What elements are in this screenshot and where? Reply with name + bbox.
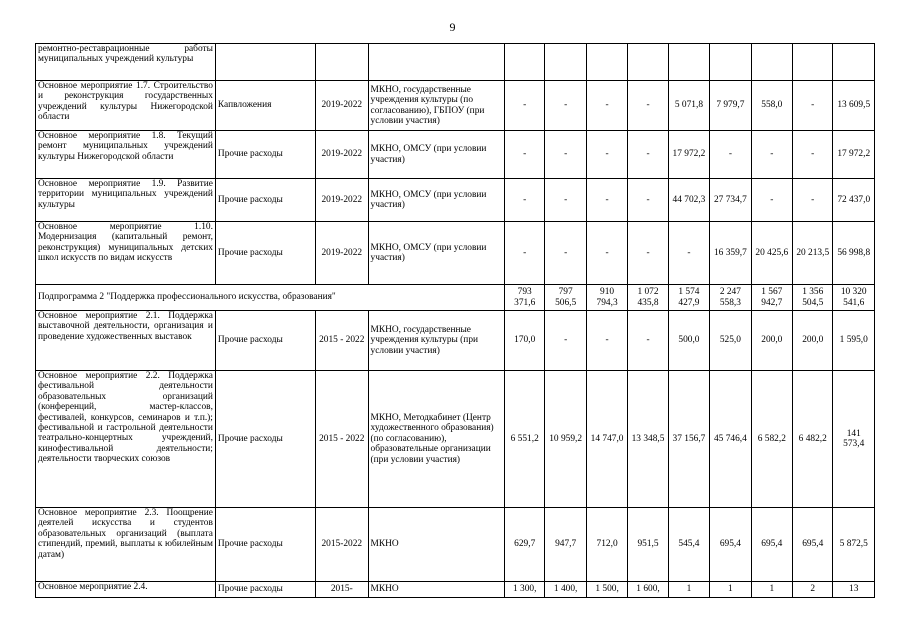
amount-cell: 7 979,7 [710,81,751,131]
amount-cell: 1 300, [505,582,545,598]
activity-name: Основное мероприятие 2.2. Поддержка фестивальной деятельности образовательных организаций (конференций, мастер-классов, фестивалей, конкурсов, семинаров и т.п.); фестивальной и гастрольной деятельности театрально-концертных учреждений, кинофестивальной деятельности; деятельности творческих союзов [36,371,216,508]
amount-cell: - [751,131,792,179]
period: 2015 - 2022 [315,371,368,508]
amount-cell: 712,0 [586,508,627,582]
amount-cell: - [586,179,627,222]
activity-name: Основное мероприятие 2.1. Поддержка выставочной деятельности, организация и проведение художественных выставок [36,311,216,371]
amount-cell [751,44,792,81]
amount-cell: - [505,222,545,285]
table-row [36,222,875,285]
amount-cell [505,44,545,81]
period [315,44,368,81]
activity-name: ремонтно-реставрационные работы муниципальных учреждений культуры [36,44,216,81]
amount-cell: 17 972,2 [668,131,709,179]
amount-cell: 1 600, [628,582,668,598]
amount-cell: - [668,222,709,285]
amount-cell: - [505,179,545,222]
expense-type: Прочие расходы [215,371,315,508]
executor: МКНО [368,508,504,582]
expense-type [215,44,315,81]
amount-cell [586,44,627,81]
amount-cell: 1 574 427,9 [668,285,709,311]
amount-cell [628,44,668,81]
amount-cell: 5 071,8 [668,81,709,131]
period: 2015-2022 [315,508,368,582]
executor: МКНО, Методкабинет (Центр художественного образования) (по согласованию), образовательные организации (при условии участия) [368,371,504,508]
amount-cell: 2 [793,582,833,598]
amount-cell: 695,4 [793,508,833,582]
amount-cell: - [586,222,627,285]
expense-type: Капвложения [215,81,315,131]
amount-cell: 10 959,2 [545,371,586,508]
amount-cell: - [793,81,833,131]
amount-cell: 13 609,5 [833,81,875,131]
expense-type: Прочие расходы [215,179,315,222]
amount-cell [793,44,833,81]
amount-cell: - [505,81,545,131]
amount-cell: - [628,179,668,222]
amount-cell: - [628,311,668,371]
amount-cell: 37 156,7 [668,371,709,508]
amount-cell: 951,5 [628,508,668,582]
amount-cell: 1 500, [586,582,627,598]
executor [368,44,504,81]
amount-cell: - [793,179,833,222]
table-row [36,311,875,371]
amount-cell: 1 400, [545,582,586,598]
amount-cell: 27 734,7 [710,179,751,222]
amount-cell: 947,7 [545,508,586,582]
amount-cell: 695,4 [710,508,751,582]
amount-cell: 6 551,2 [505,371,545,508]
table-row [36,131,875,179]
amount-cell: - [751,179,792,222]
executor: МКНО [368,582,504,598]
amount-cell: 558,0 [751,81,792,131]
amount-cell: 17 972,2 [833,131,875,179]
amount-cell: 141 573,4 [833,371,875,508]
budget-table [35,43,875,598]
amount-cell: 72 437,0 [833,179,875,222]
activity-name: Основное мероприятие 1.8. Текущий ремонт муниципальных учреждений культуры Нижегородской области [36,131,216,179]
table-row [36,582,875,598]
amount-cell: 525,0 [710,311,751,371]
amount-cell [833,44,875,81]
expense-type: Прочие расходы [215,508,315,582]
activity-name: Основное мероприятие 1.9. Развитие территории муниципальных учреждений культуры [36,179,216,222]
amount-cell: 1 [668,582,709,598]
amount-cell: 44 702,3 [668,179,709,222]
table-row [36,508,875,582]
amount-cell [710,44,751,81]
executor: МКНО, ОМСУ (при условии участия) [368,179,504,222]
amount-cell: 10 320 541,6 [833,285,875,311]
amount-cell: - [586,311,627,371]
amount-cell: - [710,131,751,179]
amount-cell: 200,0 [751,311,792,371]
executor: МКНО, ОМСУ (при условии участия) [368,222,504,285]
amount-cell: - [545,81,586,131]
amount-cell: 629,7 [505,508,545,582]
amount-cell: - [586,131,627,179]
activity-name: Основное мероприятие 1.7. Строительство и реконструкция государственных учреждений культуры Нижегородской области [36,81,216,131]
table-row [36,285,875,311]
amount-cell: 45 746,4 [710,371,751,508]
amount-cell: - [628,81,668,131]
amount-cell [545,44,586,81]
amount-cell: - [505,131,545,179]
amount-cell: 910 794,3 [586,285,627,311]
amount-cell: - [628,222,668,285]
expense-type: Прочие расходы [215,311,315,371]
amount-cell: - [545,222,586,285]
amount-cell: 1 072 435,8 [628,285,668,311]
amount-cell: 20 213,5 [793,222,833,285]
table-row [36,179,875,222]
table-row [36,44,875,81]
amount-cell: 16 359,7 [710,222,751,285]
period: 2019-2022 [315,179,368,222]
amount-cell: 6 482,2 [793,371,833,508]
executor: МКНО, государственные учреждения культуры (при условии участия) [368,311,504,371]
amount-cell: 1 [710,582,751,598]
amount-cell: 1 595,0 [833,311,875,371]
amount-cell: 1 [751,582,792,598]
page-number: 9 [449,20,456,34]
amount-cell: 56 998,8 [833,222,875,285]
activity-name: Основное мероприятие 2.3. Поощрение деятелей искусства и студентов образовательных организаций (выплата стипендий, премий, выплаты к юбилейным датам) [36,508,216,582]
amount-cell: 14 747,0 [586,371,627,508]
amount-cell [668,44,709,81]
table-row [36,371,875,508]
amount-cell: - [628,131,668,179]
amount-cell: 2 247 558,3 [710,285,751,311]
amount-cell: 797 506,5 [545,285,586,311]
amount-cell: 545,4 [668,508,709,582]
amount-cell: 170,0 [505,311,545,371]
executor: МКНО, ОМСУ (при условии участия) [368,131,504,179]
activity-name: Основное мероприятие 1.10. Модернизация (капитальный ремонт, реконструкция) муниципальных детских школ искусств по видам искусств [36,222,216,285]
period: 2019-2022 [315,81,368,131]
amount-cell: 1 356 504,5 [793,285,833,311]
subprogram-title: Подпрограмма 2 "Поддержка профессионального искусства, образования" [36,285,505,311]
table-body [36,44,875,598]
executor: МКНО, государственные учреждения культуры (по согласованию), ГБПОУ (при условии участия) [368,81,504,131]
amount-cell: 793 371,6 [505,285,545,311]
amount-cell: 6 582,2 [751,371,792,508]
amount-cell: - [545,131,586,179]
amount-cell: 20 425,6 [751,222,792,285]
amount-cell: - [545,179,586,222]
amount-cell: - [545,311,586,371]
amount-cell: 1 567 942,7 [751,285,792,311]
expense-type: Прочие расходы [215,131,315,179]
amount-cell: 695,4 [751,508,792,582]
amount-cell: 5 872,5 [833,508,875,582]
period: 2019-2022 [315,131,368,179]
expense-type: Прочие расходы [215,222,315,285]
period: 2015- [315,582,368,598]
expense-type: Прочие расходы [215,582,315,598]
amount-cell: 500,0 [668,311,709,371]
amount-cell: - [586,81,627,131]
period: 2019-2022 [315,222,368,285]
amount-cell: 13 348,5 [628,371,668,508]
amount-cell: 13 [833,582,875,598]
period: 2015 - 2022 [315,311,368,371]
amount-cell: - [793,131,833,179]
amount-cell: 200,0 [793,311,833,371]
table-row [36,81,875,131]
activity-name: Основное мероприятие 2.4. [36,582,216,598]
